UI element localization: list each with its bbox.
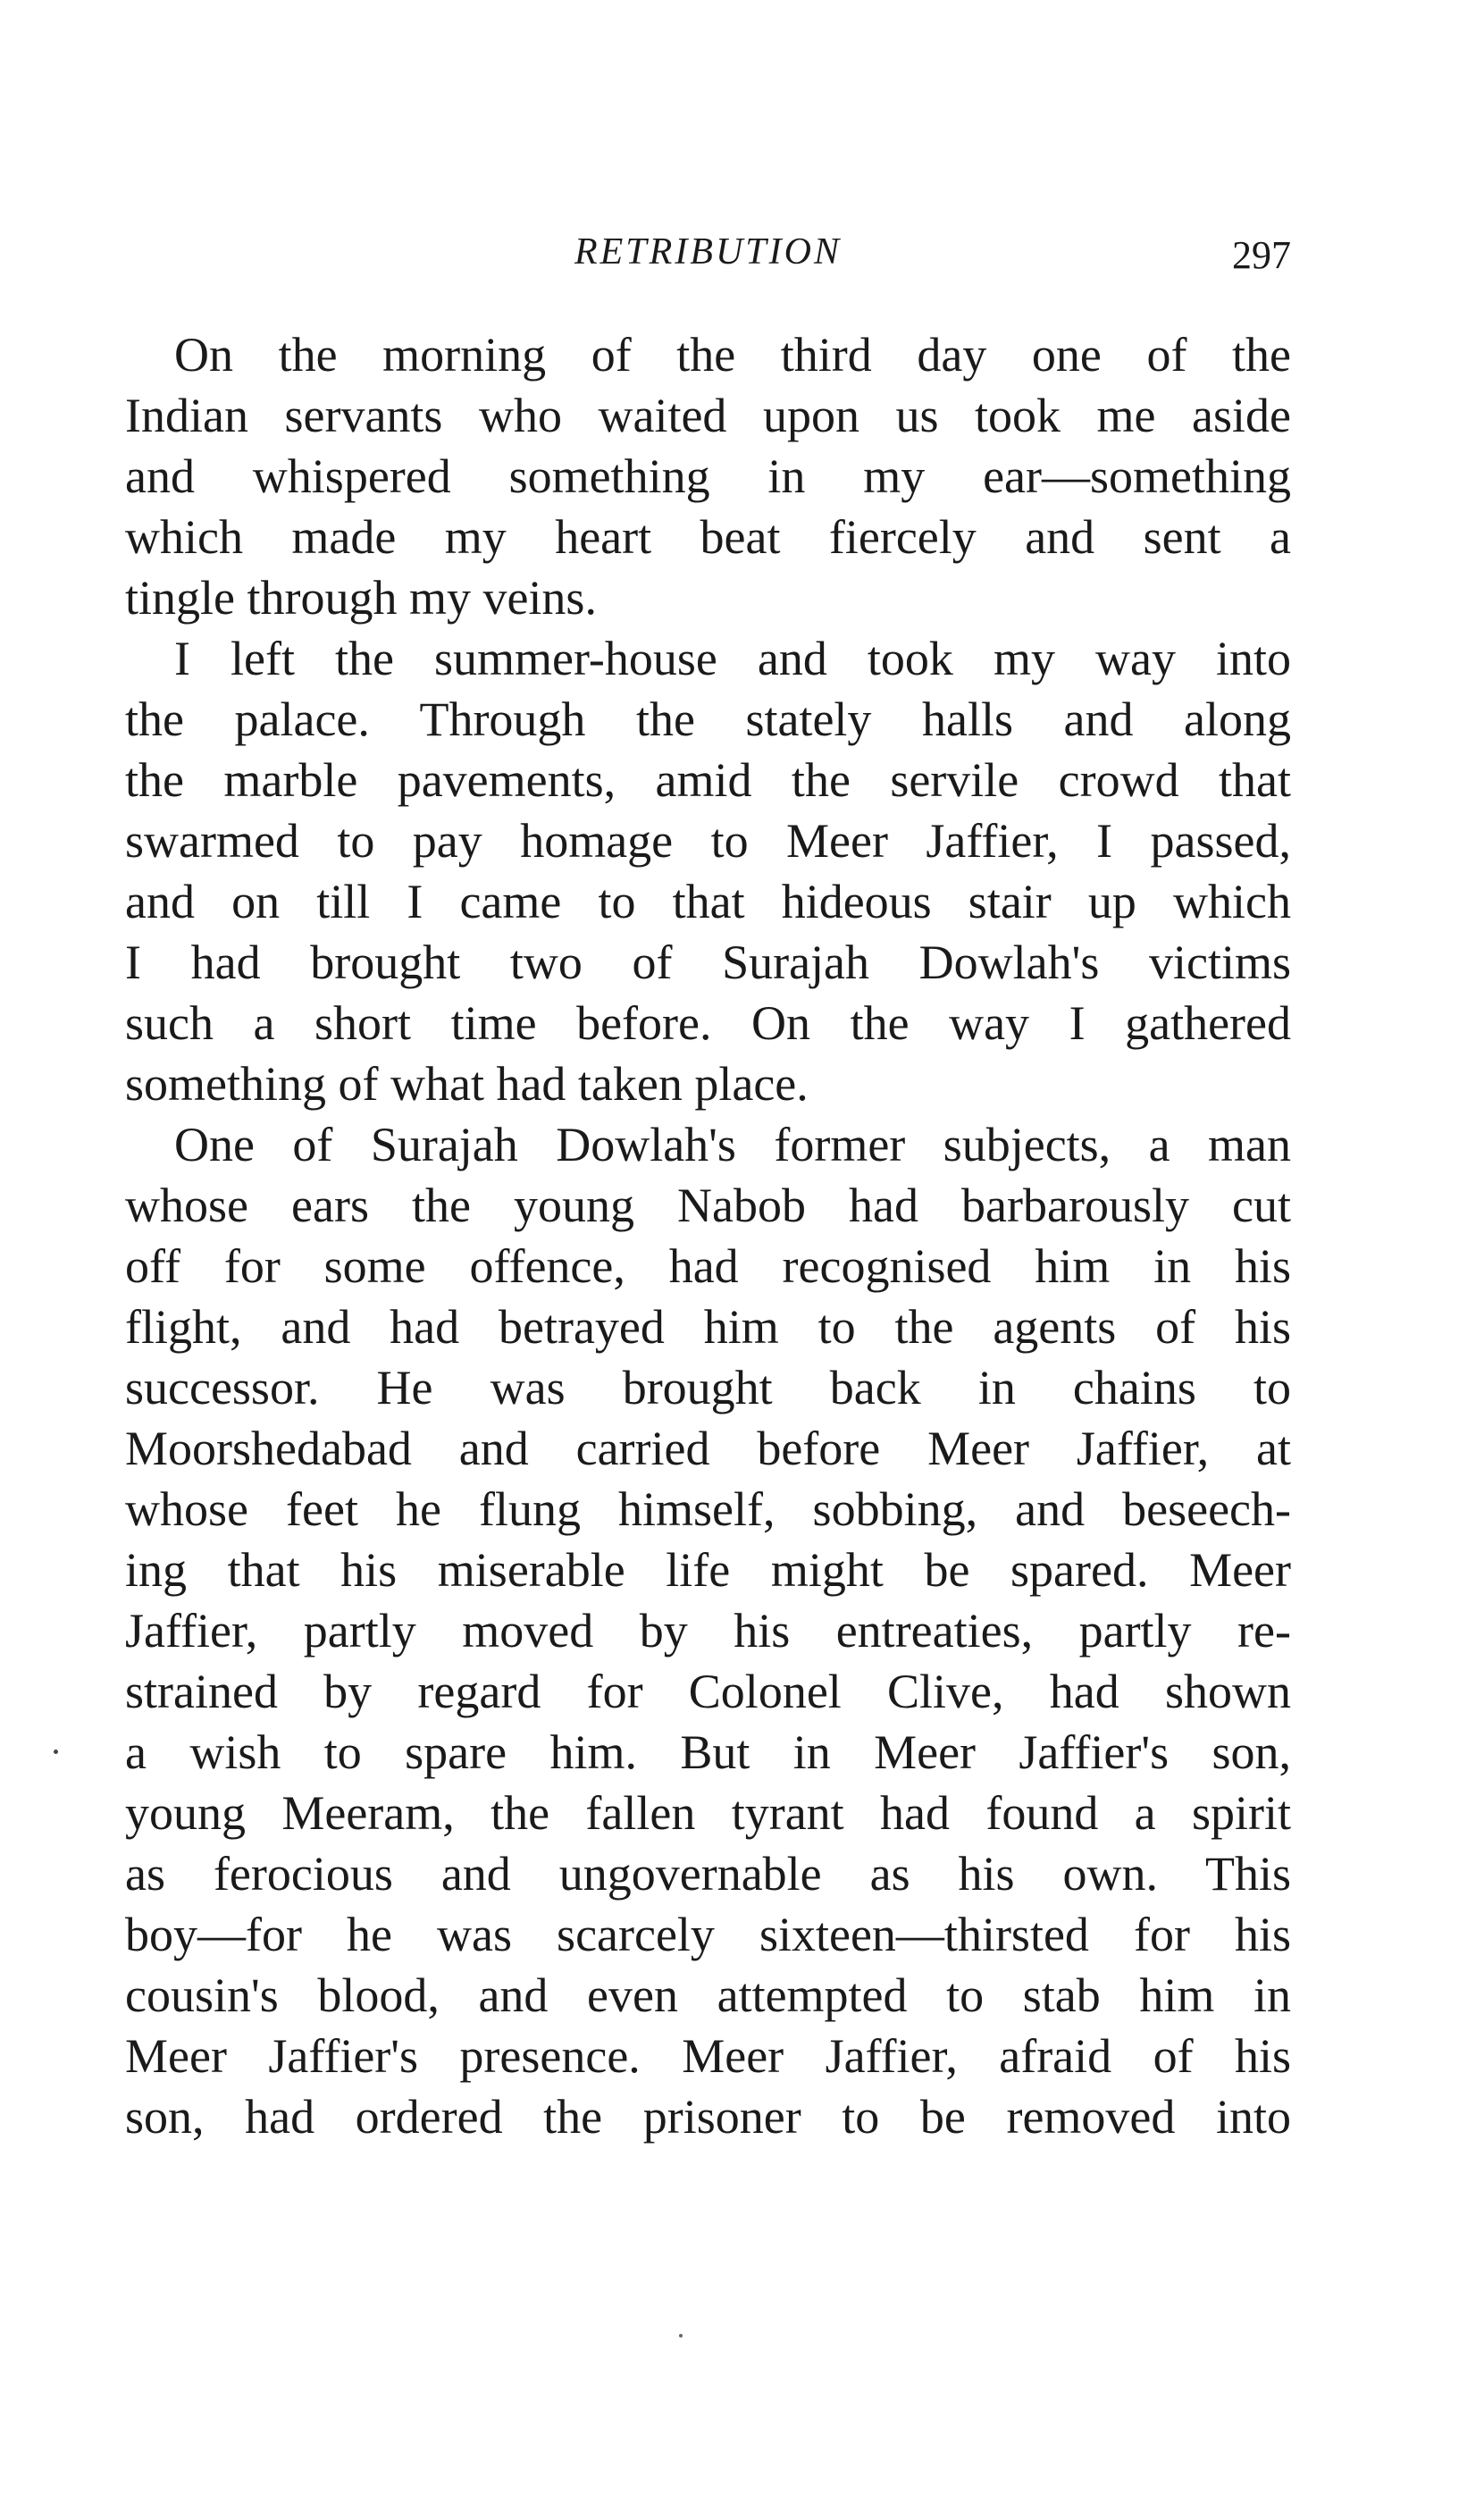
text-line: I had brought two of Surajah Dowlah's victims	[125, 936, 1291, 989]
running-title: RETRIBUTION	[574, 231, 842, 273]
text-line: and whispered something in my ear—something	[125, 449, 1291, 503]
text-line: swarmed to pay homage to Meer Jaffier, I passed,	[125, 814, 1291, 868]
text-line: One of Surajah Dowlah's former subjects, a man	[174, 1118, 1291, 1171]
text-line: something of what had taken place.	[125, 1057, 809, 1111]
paragraph-3	[125, 1114, 1291, 2147]
text-line: Meer Jaffier's presence. Meer Jaffier, afraid of his	[125, 2029, 1291, 2083]
text-line: the palace. Through the stately halls and along	[125, 692, 1291, 746]
text-line: strained by regard for Colonel Clive, had shown	[125, 1665, 1291, 1718]
text-line: successor. He was brought back in chains to	[125, 1361, 1291, 1414]
text-line: son, had ordered the prisoner to be removed into	[125, 2090, 1291, 2144]
text-line: flight, and had betrayed him to the agents of his	[125, 1300, 1291, 1354]
text-line: whose ears the young Nabob had barbarously cut	[125, 1179, 1291, 1232]
text-line: tingle through my veins.	[125, 571, 597, 625]
text-line: Moorshedabad and carried before Meer Jaffier, at	[125, 1422, 1291, 1475]
text-line: as ferocious and ungovernable as his own. This	[125, 1847, 1291, 1901]
text-line: Jaffier, partly moved by his entreaties, partly re-	[125, 1604, 1291, 1658]
text-line: which made my heart beat fiercely and sent a	[125, 510, 1291, 564]
body-text	[125, 324, 1291, 2147]
text-line: boy—for he was scarcely sixteen—thirsted for his	[125, 1908, 1291, 1961]
text-line: cousin's blood, and even attempted to stab him in	[125, 1968, 1291, 2022]
paragraph-1	[125, 324, 1291, 628]
text-line: off for some offence, had recognised him in his	[125, 1239, 1291, 1293]
text-line: and on till I came to that hideous stair up which	[125, 875, 1291, 928]
bottom-speck	[679, 2334, 683, 2337]
text-line: such a short time before. On the way I gathered	[125, 996, 1291, 1050]
text-line: I left the summer-house and took my way into	[174, 632, 1291, 685]
text-line: Indian servants who waited upon us took me aside	[125, 389, 1291, 442]
text-line: whose feet he flung himself, sobbing, and beseech-	[125, 1482, 1291, 1536]
paragraph-2	[125, 628, 1291, 1114]
margin-speck	[54, 1750, 58, 1754]
text-line: the marble pavements, amid the servile crowd that	[125, 753, 1291, 807]
text-line: young Meeram, the fallen tyrant had found a spirit	[125, 1786, 1291, 1840]
text-line: ing that his miserable life might be spared. Meer	[125, 1543, 1291, 1597]
text-line: On the morning of the third day one of the	[174, 328, 1291, 382]
text-line: a wish to spare him. But in Meer Jaffier's son,	[125, 1725, 1291, 1779]
running-head	[125, 231, 1291, 284]
page-number: 297	[1232, 233, 1291, 277]
